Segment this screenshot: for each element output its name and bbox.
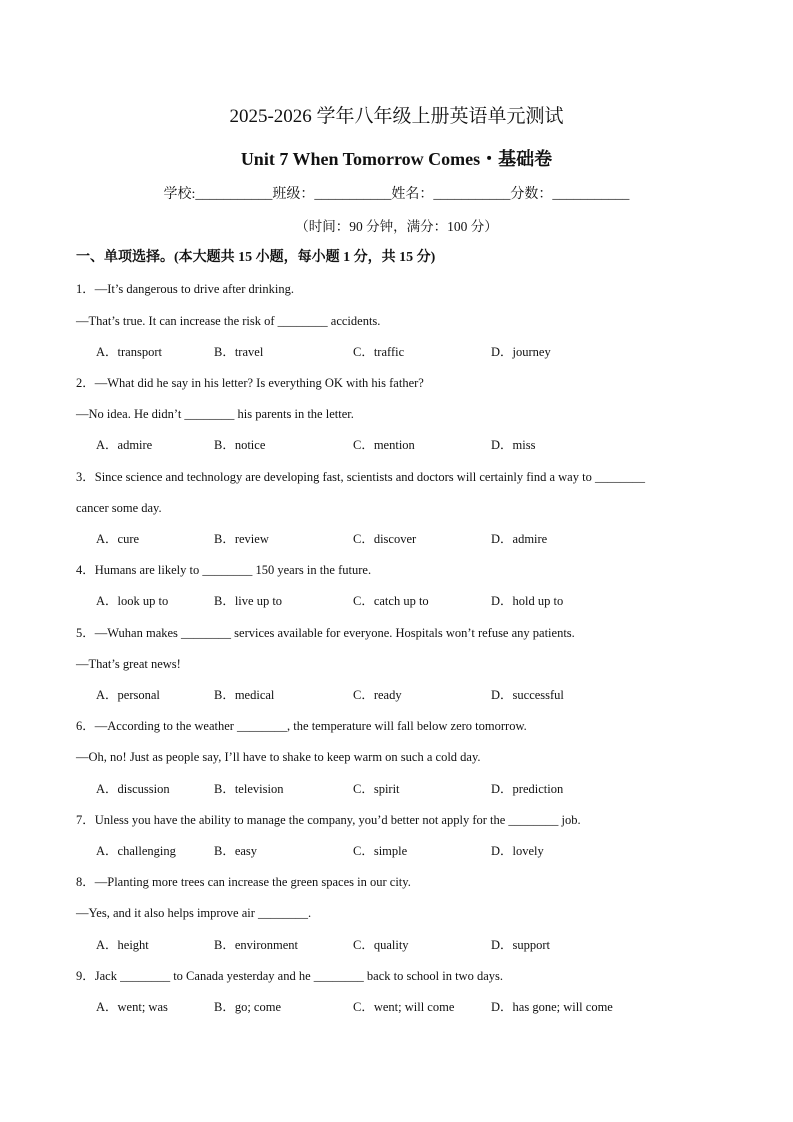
- option-c[interactable]: C．spirit: [353, 782, 400, 796]
- question-7-stem: 7．Unless you have the ability to manage the company, you’d better not apply for the ________ job.: [76, 813, 581, 827]
- option-b[interactable]: B．go; come: [214, 1000, 282, 1014]
- option-a[interactable]: A．cure: [96, 532, 140, 546]
- question-2-stem: 2．—What did he say in his letter? Is everything OK with his father?: [76, 376, 424, 390]
- question-8-options: [96, 935, 696, 955]
- option-a[interactable]: A．look up to: [96, 594, 169, 608]
- option-b[interactable]: B．notice: [214, 438, 266, 452]
- question-5-stem: 5．—Wuhan makes ________ services available for everyone. Hospitals won’t refuse any patients.: [76, 626, 575, 640]
- question-3-stem: 3．Since science and technology are developing fast, scientists and doctors will certainly find a way to ________: [76, 470, 645, 484]
- question-9-options: [96, 997, 696, 1017]
- option-c[interactable]: C．catch up to: [353, 594, 429, 608]
- question-8-stem: 8．—Planting more trees can increase the green spaces in our city.: [76, 875, 411, 889]
- option-b[interactable]: B．environment: [214, 938, 299, 952]
- option-c[interactable]: C．went; will come: [353, 1000, 455, 1014]
- option-a[interactable]: A．admire: [96, 438, 153, 452]
- option-c[interactable]: C．discover: [353, 532, 417, 546]
- option-c[interactable]: C．quality: [353, 938, 409, 952]
- option-b[interactable]: B．easy: [214, 844, 258, 858]
- question-4-options: [96, 591, 696, 611]
- question-1-stem: 1．—It’s dangerous to drive after drinking.: [76, 282, 295, 296]
- option-a[interactable]: A．challenging: [96, 844, 176, 858]
- option-d[interactable]: D．has gone; will come: [491, 1000, 613, 1014]
- question-6-options: [96, 779, 696, 799]
- page-title: 2025-2026 学年八年级上册英语单元测试: [229, 106, 564, 127]
- option-d[interactable]: D．prediction: [491, 782, 564, 796]
- question-3-stem-cont: cancer some day.: [76, 501, 162, 515]
- time-score-line: （时间：90 分钟，满分：100 分）: [295, 219, 498, 234]
- option-b[interactable]: B．travel: [214, 345, 264, 359]
- question-6-stem: 6．—According to the weather ________, the temperature will fall below zero tomorrow.: [76, 719, 527, 733]
- option-c[interactable]: C．ready: [353, 688, 402, 702]
- option-d[interactable]: D．miss: [491, 438, 536, 452]
- option-a[interactable]: A．height: [96, 938, 149, 952]
- option-a[interactable]: A．discussion: [96, 782, 170, 796]
- option-b[interactable]: B．television: [214, 782, 284, 796]
- option-d[interactable]: D．hold up to: [491, 594, 564, 608]
- option-d[interactable]: D．lovely: [491, 844, 544, 858]
- question-4-stem: 4．Humans are likely to ________ 150 years in the future.: [76, 563, 372, 577]
- option-d[interactable]: D．support: [491, 938, 551, 952]
- option-b[interactable]: B．live up to: [214, 594, 283, 608]
- unit-subtitle: Unit 7 When Tomorrow Comes・基础卷: [240, 149, 553, 169]
- question-5-response: —That’s great news!: [76, 657, 181, 671]
- question-8-response: —Yes, and it also helps improve air ________.: [76, 906, 312, 920]
- question-1-options: [96, 342, 696, 362]
- question-2-options: [96, 435, 696, 455]
- option-b[interactable]: B．review: [214, 532, 269, 546]
- question-6-response: —Oh, no! Just as people say, I’ll have to shake to keep warm on such a cold day.: [76, 750, 481, 764]
- question-3-options: [96, 529, 696, 549]
- section-heading: 一、单项选择。(本大题共 15 小题，每小题 1 分，共 15 分): [76, 250, 436, 265]
- option-c[interactable]: C．mention: [353, 438, 415, 452]
- question-2-response: —No idea. He didn’t ________ his parents in the letter.: [76, 407, 354, 421]
- option-d[interactable]: D．successful: [491, 688, 564, 702]
- option-d[interactable]: D．journey: [491, 345, 551, 359]
- option-a[interactable]: A．went; was: [96, 1000, 168, 1014]
- question-9-stem: 9．Jack ________ to Canada yesterday and he ________ back to school in two days.: [76, 969, 503, 983]
- option-b[interactable]: B．medical: [214, 688, 275, 702]
- option-a[interactable]: A．personal: [96, 688, 160, 702]
- question-5-options: [96, 685, 696, 705]
- option-c[interactable]: C．traffic: [353, 345, 405, 359]
- option-c[interactable]: C．simple: [353, 844, 408, 858]
- option-d[interactable]: D．admire: [491, 532, 548, 546]
- option-a[interactable]: A．transport: [96, 345, 162, 359]
- question-7-options: [96, 841, 696, 861]
- student-info-line: 学校:___________班级：___________姓名：___________分数：___________: [163, 187, 630, 202]
- question-1-response: —That’s true. It can increase the risk of ________ accidents.: [76, 314, 381, 328]
